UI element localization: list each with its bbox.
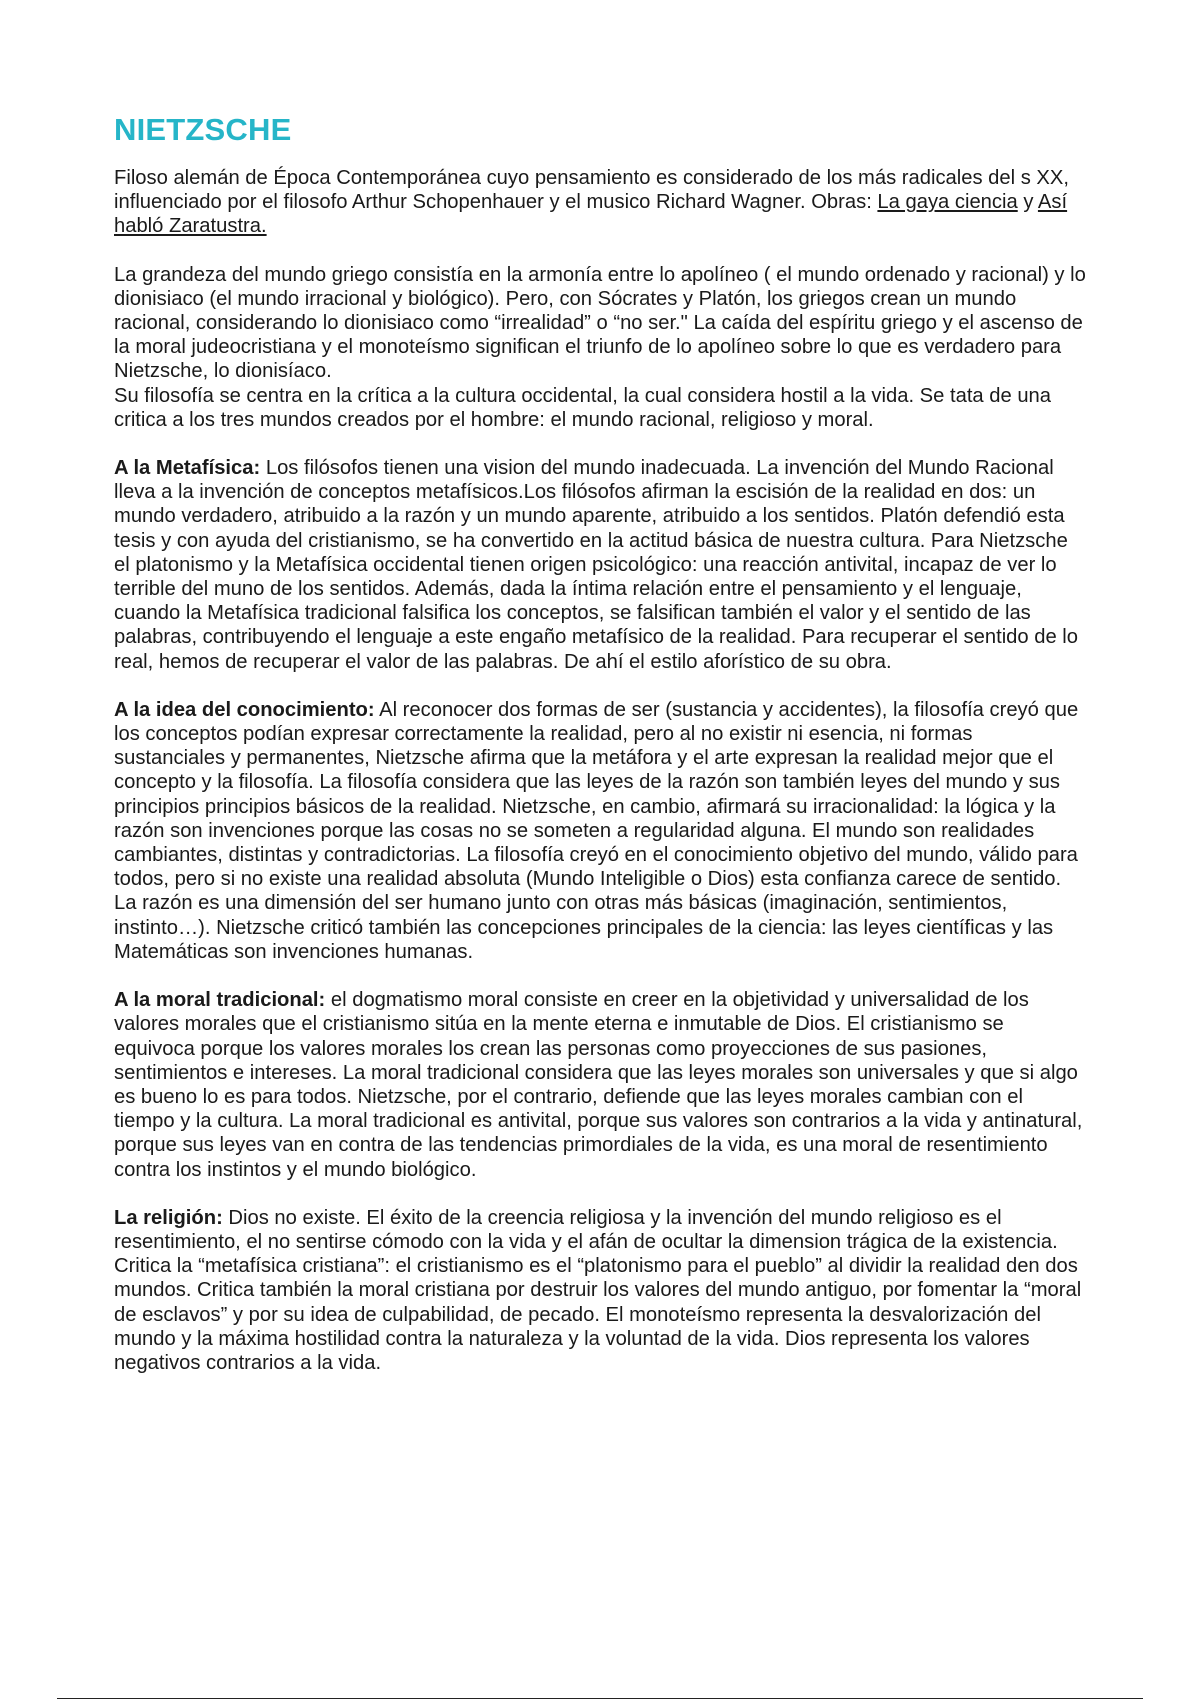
section-metaphysics: [114, 456, 1086, 674]
intro-connector: y: [1023, 191, 1034, 214]
intro-paragraph: [114, 166, 1086, 239]
section-religion: [114, 1206, 1086, 1375]
section-morality: [114, 988, 1086, 1182]
section-knowledge: [114, 698, 1086, 964]
greek-world-paragraph: La grandeza del mundo griego consistía en la armonía entre lo apolíneo ( el mundo ordenado y racional) y lo dionisiaco (el mundo irracional y biológico). Pero, con Sócrates y Platón, los griegos crean un mundo racional, considerando lo dionisiaco como “irrealidad” o “no ser." La caída del espíritu griego y el ascenso de la moral judeocristiana y el monoteísmo significan el triunfo de lo apolíneo sobre lo que es verdadero para Nietzsche, lo dionisíaco.: [114, 263, 1086, 383]
section-body-religion: Dios no existe. El éxito de la creencia religiosa y la invención del mundo religioso es el resentimiento, el no sentirse cómodo con la vida y el afán de ocultar la dimension trágica de la existencia. Critica la “metafísica cristiana”: el cristianismo es el “platonismo para el pueblo” al dividir la realidad den dos mundos. Critica también la moral cristiana por destruir los valores del mundo antiguo, por fomentar la “moral de esclavos” y por su idea de culpabilidad, de pecado. El monoteísmo representa la desvalorización del mundo y la máxima hostilidad contra la naturaleza y la voluntad de la vida. Dios representa los valores negativos contrarios a la vida.: [114, 1206, 1082, 1374]
section-heading-metaphysics: A la Metafísica:: [114, 457, 261, 480]
intro-text: Filoso alemán de Época Contemporánea cuyo pensamiento es considerado de los más radicales del s XX, influenciado por el filosofo Arthur Schopenhauer y el musico Richard Wagner. Obras:: [114, 167, 1069, 214]
document-page: [114, 112, 1086, 1399]
work-title-gaya-ciencia: La gaya ciencia: [877, 191, 1018, 214]
work-title-zaratustra: Así habló Zaratustra.: [114, 191, 1068, 238]
section-heading-religion: La religión:: [114, 1206, 223, 1229]
footer-divider: [57, 1698, 1143, 1699]
section-heading-knowledge: A la idea del conocimiento:: [114, 698, 375, 721]
section-body-knowledge: Al reconocer dos formas de ser (sustancia y accidentes), la filosofía creyó que los conceptos podían expresar correctamente la realidad, pero al no existir ni esencia, ni formas sustanciales y permanentes, Nietzsche afirma que la metáfora y el arte expresan la realidad mejor que el concepto y la filosofía. La filosofía considera que las leyes de la razón son también leyes del mundo y sus principios principios básicos de la realidad. Nietzsche, en cambio, afirmará su irracionalidad: la lógica y la razón son invenciones porque las cosas no se someten a regularidad alguna. El mundo son realidades cambiantes, distintas y contradictorias. La filosofía creyó en el conocimiento objetivo del mundo, válido para todos, pero si no existe una realidad absoluta (Mundo Inteligible o Dios) esta confianza carece de sentido. La razón es una dimensión del ser humano junto con otras más básicas (imaginación, sentimientos, instinto…). Nietzsche criticó también las concepciones principales de la ciencia: las leyes científicas y las Matemáticas son invenciones humanas.: [114, 698, 1079, 963]
section-heading-morality: A la moral tradicional:: [114, 989, 326, 1012]
section-body-metaphysics: Los filósofos tienen una vision del mundo inadecuada. La invención del Mundo Racional lleva a la invención de conceptos metafísicos.Los filósofos afirman la escisión de la realidad en dos: un mundo verdadero, atribuido a la razón y un mundo aparente, atribuido a los sentidos. Platón defendió esta tesis y con ayuda del cristianismo, se ha convertido en la actitud básica de nuestra cultura. Para Nietzsche el platonismo y la Metafísica occidental tienen origen psicológico: una reacción antivital, incapaz de ver lo terrible del muno de los sentidos. Además, dada la íntima relación entre el pensamiento y el lenguaje, cuando la Metafísica tradicional falsifica los conceptos, se falsifican también el valor y el sentido de las palabras, contribuyendo el lenguaje a este engaño metafísico de la realidad. Para recuperar el sentido de lo real, hemos de recuperar el valor de las palabras. De ahí el estilo aforístico de su obra.: [114, 457, 1079, 673]
section-body-morality: el dogmatismo moral consiste en creer en la objetividad y universalidad de los valores morales que el cristianismo sitúa en la mente eterna e inmutable de Dios. El cristianismo se equivoca porque los valores morales los crean las personas como proyecciones de sus pasiones, sentimientos e intereses. La moral tradicional considera que las leyes morales son universales y que si algo es bueno lo es para todos. Nietzsche, por el contrario, defiende que las leyes morales cambian con el tiempo y la cultura. La moral tradicional es antivital, porque sus valores son contrarios a la vida y antinatural, porque sus leyes van en contra de las tendencias primordiales de la vida, es una moral de resentimiento contra los instintos y el mundo biológico.: [114, 989, 1083, 1181]
page-title: NIETZSCHE: [114, 112, 292, 147]
critique-intro-paragraph: Su filosofía se centra en la crítica a la cultura occidental, la cual considera hostil a la vida. Se tata de una critica a los tres mundos creados por el hombre: el mundo racional, religioso y moral.: [114, 384, 1052, 431]
